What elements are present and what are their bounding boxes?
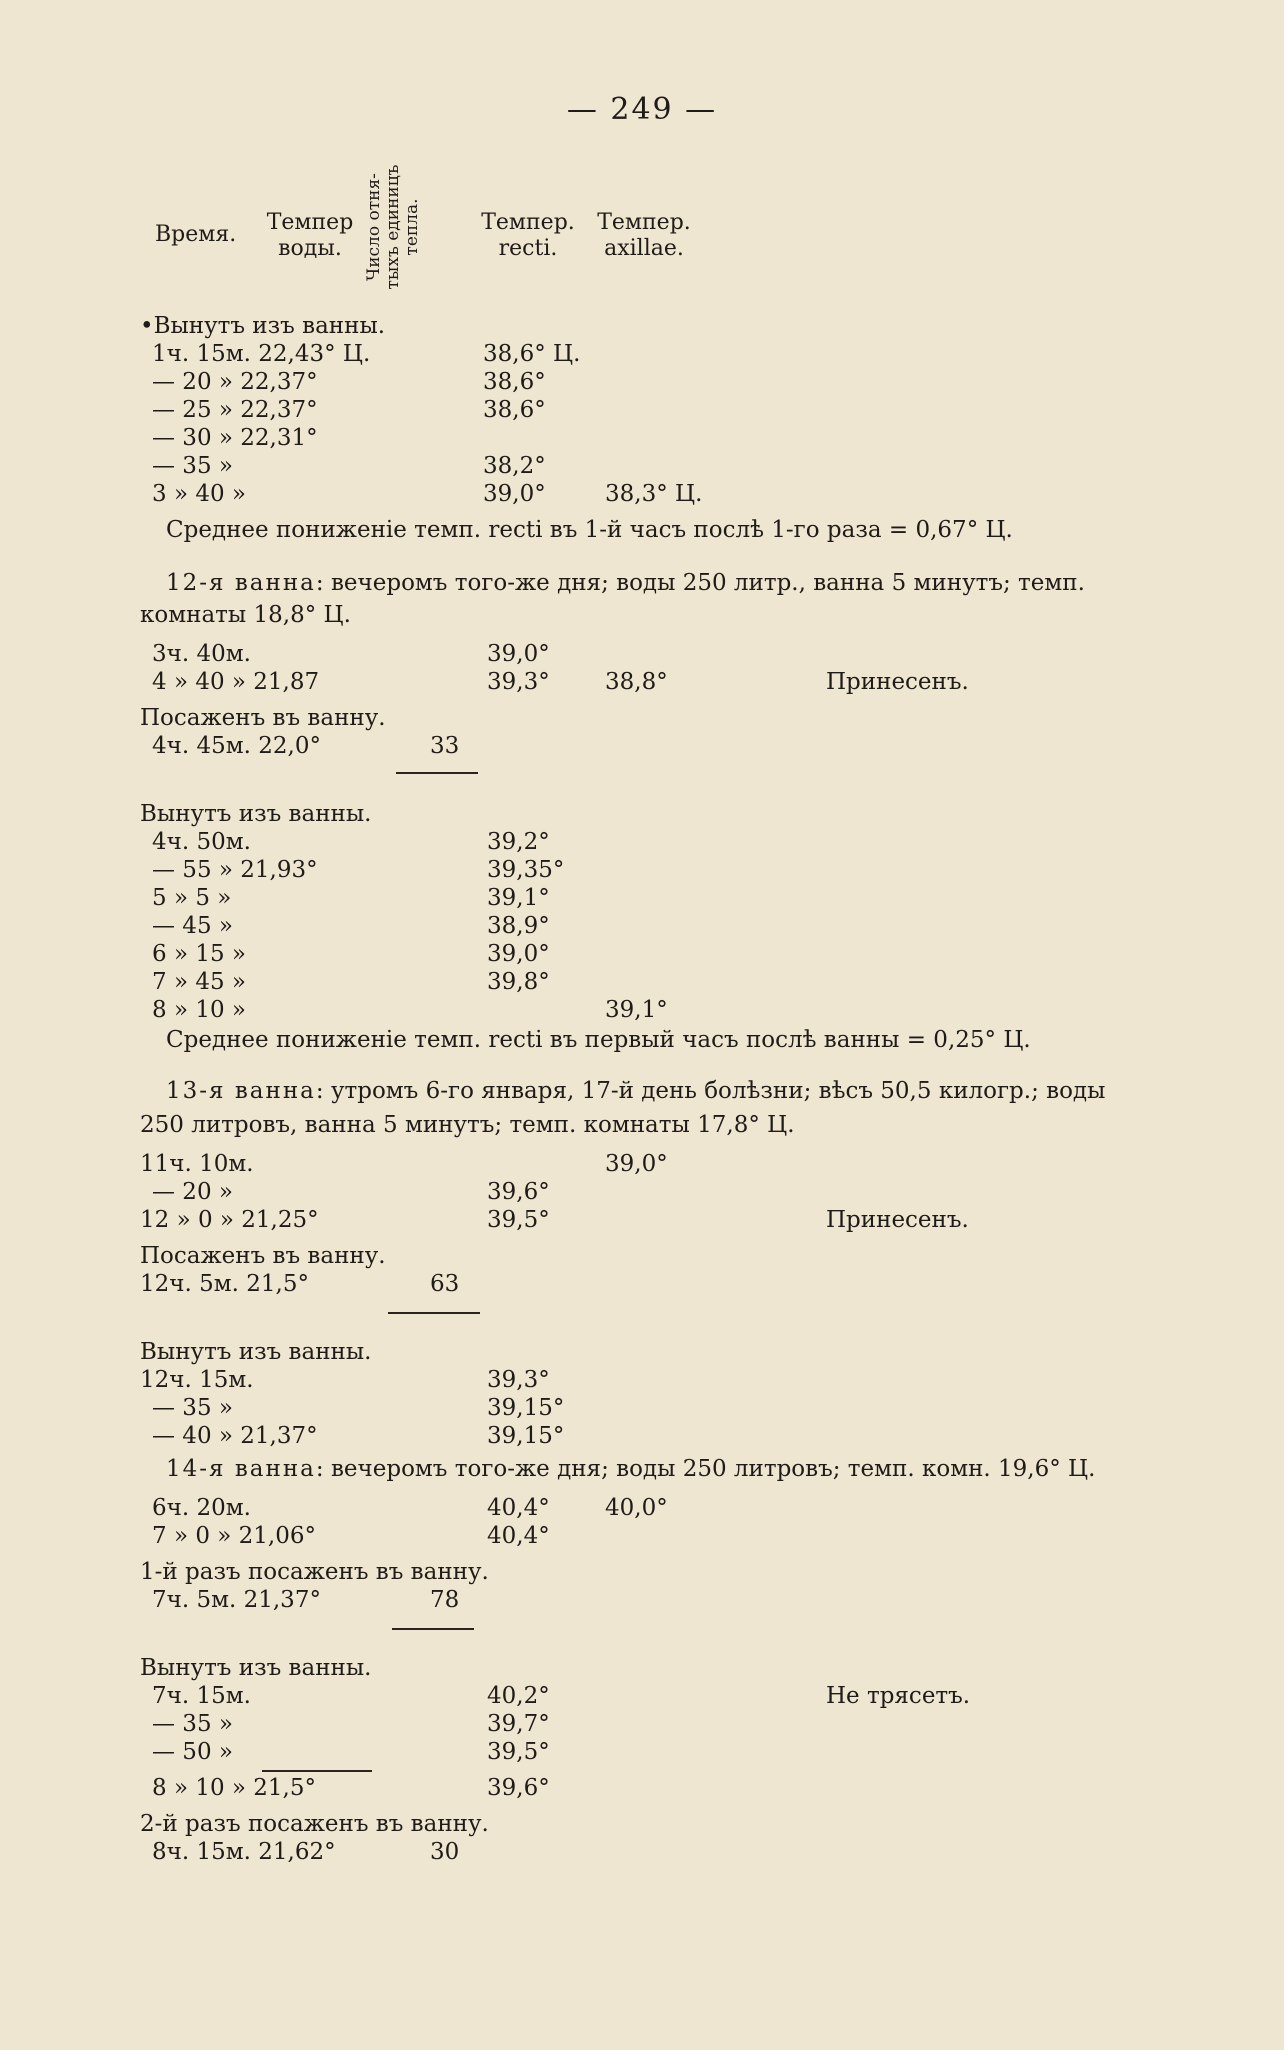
table-line: Вынутъ изъ ванны.: [140, 1655, 372, 1681]
table-line: — 20 » 22,37°: [152, 369, 318, 395]
table-line: — 50 »: [152, 1739, 233, 1765]
table-line: 1-й разъ посаженъ въ ванну.: [140, 1559, 489, 1585]
table-line: 39,0°: [487, 941, 550, 967]
header-recti: Темпер. recti.: [481, 210, 575, 261]
table-line: — 35 »: [152, 1395, 233, 1421]
table-line: 38,9°: [487, 913, 550, 939]
table-line: 39,8°: [487, 969, 550, 995]
table-line: 8ч. 15м. 21,62°: [152, 1839, 336, 1865]
table-line: 3ч. 40м.: [152, 641, 251, 667]
table-line: 39,0°: [483, 481, 546, 507]
table-line: 30: [430, 1839, 460, 1865]
table-line: 38,3° Ц.: [605, 481, 703, 507]
table-line: 6ч. 20м.: [152, 1495, 251, 1521]
header-axillae: Темпер. axillae.: [597, 210, 691, 261]
paragraph-text: : вечеромъ того-же дня; воды 250 литр., ванна 5 минутъ; темп.: [315, 570, 1085, 596]
table-line: 33: [430, 733, 460, 759]
table-line: •Вынутъ изъ ванны.: [140, 313, 386, 339]
table-line: 63: [430, 1271, 460, 1297]
divider-rule: [392, 1628, 474, 1630]
table-line: 8 » 10 » 21,5°: [152, 1775, 316, 1801]
table-line: — 25 » 22,37°: [152, 397, 318, 423]
header-time: Время.: [155, 222, 237, 247]
paragraph-text: : утромъ 6-го января, 17-й день болѣзни; вѣсъ 50,5 килогр.; воды: [315, 1078, 1106, 1104]
table-line: 40,0°: [605, 1495, 668, 1521]
paragraph-line: [166, 1452, 1095, 1486]
table-line: Вынутъ изъ ванны.: [140, 1339, 372, 1365]
divider-rule: [262, 1770, 372, 1772]
table-line: 5 » 5 »: [152, 885, 232, 911]
table-line: 2-й разъ посаженъ въ ванну.: [140, 1811, 489, 1837]
header-water: Темпер воды.: [266, 210, 354, 261]
paragraph-line: [166, 566, 1085, 600]
table-line: — 55 » 21,93°: [152, 857, 318, 883]
bath-heading: 12-я ванна: [166, 570, 316, 596]
bath-heading: 13-я ванна: [166, 1078, 316, 1104]
table-line: — 35 »: [152, 453, 233, 479]
table-line: 38,2°: [483, 453, 546, 479]
paragraph-text: : вечеромъ того-же дня; воды 250 литровъ; темп. комн. 19,6° Ц.: [315, 1456, 1096, 1482]
table-line: 7ч. 5м. 21,37°: [152, 1587, 321, 1613]
table-line: 39,3°: [487, 669, 550, 695]
table-line: 39,3°: [487, 1367, 550, 1393]
table-line: 40,2°: [487, 1683, 550, 1709]
table-line: — 40 » 21,37°: [152, 1423, 318, 1449]
paragraph-line: [166, 1074, 1105, 1108]
bath-heading: 14-я ванна: [166, 1456, 316, 1482]
table-line: Среднее пониженіе темп. recti въ 1-й часъ послѣ 1-го раза = 0,67° Ц.: [166, 517, 1013, 543]
paragraph-line: [140, 598, 351, 632]
table-line: 12ч. 5м. 21,5°: [140, 1271, 309, 1297]
table-line: 7 » 0 » 21,06°: [152, 1523, 316, 1549]
paragraph-line: [140, 1108, 795, 1142]
table-line: Не трясетъ.: [826, 1683, 971, 1709]
divider-rule: [388, 1312, 480, 1314]
table-line: 7 » 45 »: [152, 969, 246, 995]
table-line: 39,35°: [487, 857, 565, 883]
table-line: 7ч. 15м.: [152, 1683, 251, 1709]
table-line: 38,8°: [605, 669, 668, 695]
table-line: 11ч. 10м.: [140, 1151, 254, 1177]
paragraph-text: комнаты 18,8° Ц.: [140, 602, 351, 628]
table-line: 6 » 15 »: [152, 941, 246, 967]
table-line: 39,1°: [487, 885, 550, 911]
table-line: 39,2°: [487, 829, 550, 855]
table-line: 39,6°: [487, 1775, 550, 1801]
header-units: [355, 152, 475, 302]
table-line: Принесенъ.: [826, 669, 969, 695]
table-line: 40,4°: [487, 1523, 550, 1549]
table-line: 39,15°: [487, 1395, 565, 1421]
table-line: Среднее пониженіе темп. recti въ первый часъ послѣ ванны = 0,25° Ц.: [166, 1027, 1031, 1053]
table-line: 39,1°: [605, 997, 668, 1023]
divider-rule: [396, 772, 478, 774]
table-line: 4ч. 50м.: [152, 829, 251, 855]
table-line: 78: [430, 1587, 460, 1613]
table-line: 39,7°: [487, 1711, 550, 1737]
table-line: — 30 » 22,31°: [152, 425, 318, 451]
table-line: 12ч. 15м.: [140, 1367, 254, 1393]
table-line: 8 » 10 »: [152, 997, 246, 1023]
table-line: — 35 »: [152, 1711, 233, 1737]
table-line: 40,4°: [487, 1495, 550, 1521]
table-line: Вынутъ изъ ванны.: [140, 801, 372, 827]
page-number: — 249 —: [566, 92, 718, 127]
table-line: 39,0°: [605, 1151, 668, 1177]
table-line: — 45 »: [152, 913, 233, 939]
table-line: 1ч. 15м. 22,43° Ц.: [152, 341, 371, 367]
table-line: 4 » 40 » 21,87: [152, 669, 320, 695]
table-line: 39,5°: [487, 1739, 550, 1765]
table-line: 39,15°: [487, 1423, 565, 1449]
header-units-text: Число отня-тыхъ единицъ тепла.: [364, 164, 422, 290]
table-line: 4ч. 45м. 22,0°: [152, 733, 321, 759]
table-line: 39,5°: [487, 1207, 550, 1233]
table-line: Принесенъ.: [826, 1207, 969, 1233]
table-line: 38,6° Ц.: [483, 341, 581, 367]
table-line: 12 » 0 » 21,25°: [140, 1207, 319, 1233]
paragraph-text: 250 литровъ, ванна 5 минутъ; темп. комнаты 17,8° Ц.: [140, 1112, 795, 1138]
table-line: 39,6°: [487, 1179, 550, 1205]
table-line: Посаженъ въ ванну.: [140, 1243, 386, 1269]
table-line: 39,0°: [487, 641, 550, 667]
table-line: 38,6°: [483, 369, 546, 395]
table-line: 38,6°: [483, 397, 546, 423]
table-line: — 20 »: [152, 1179, 233, 1205]
table-line: Посаженъ въ ванну.: [140, 705, 386, 731]
table-line: 3 » 40 »: [152, 481, 246, 507]
